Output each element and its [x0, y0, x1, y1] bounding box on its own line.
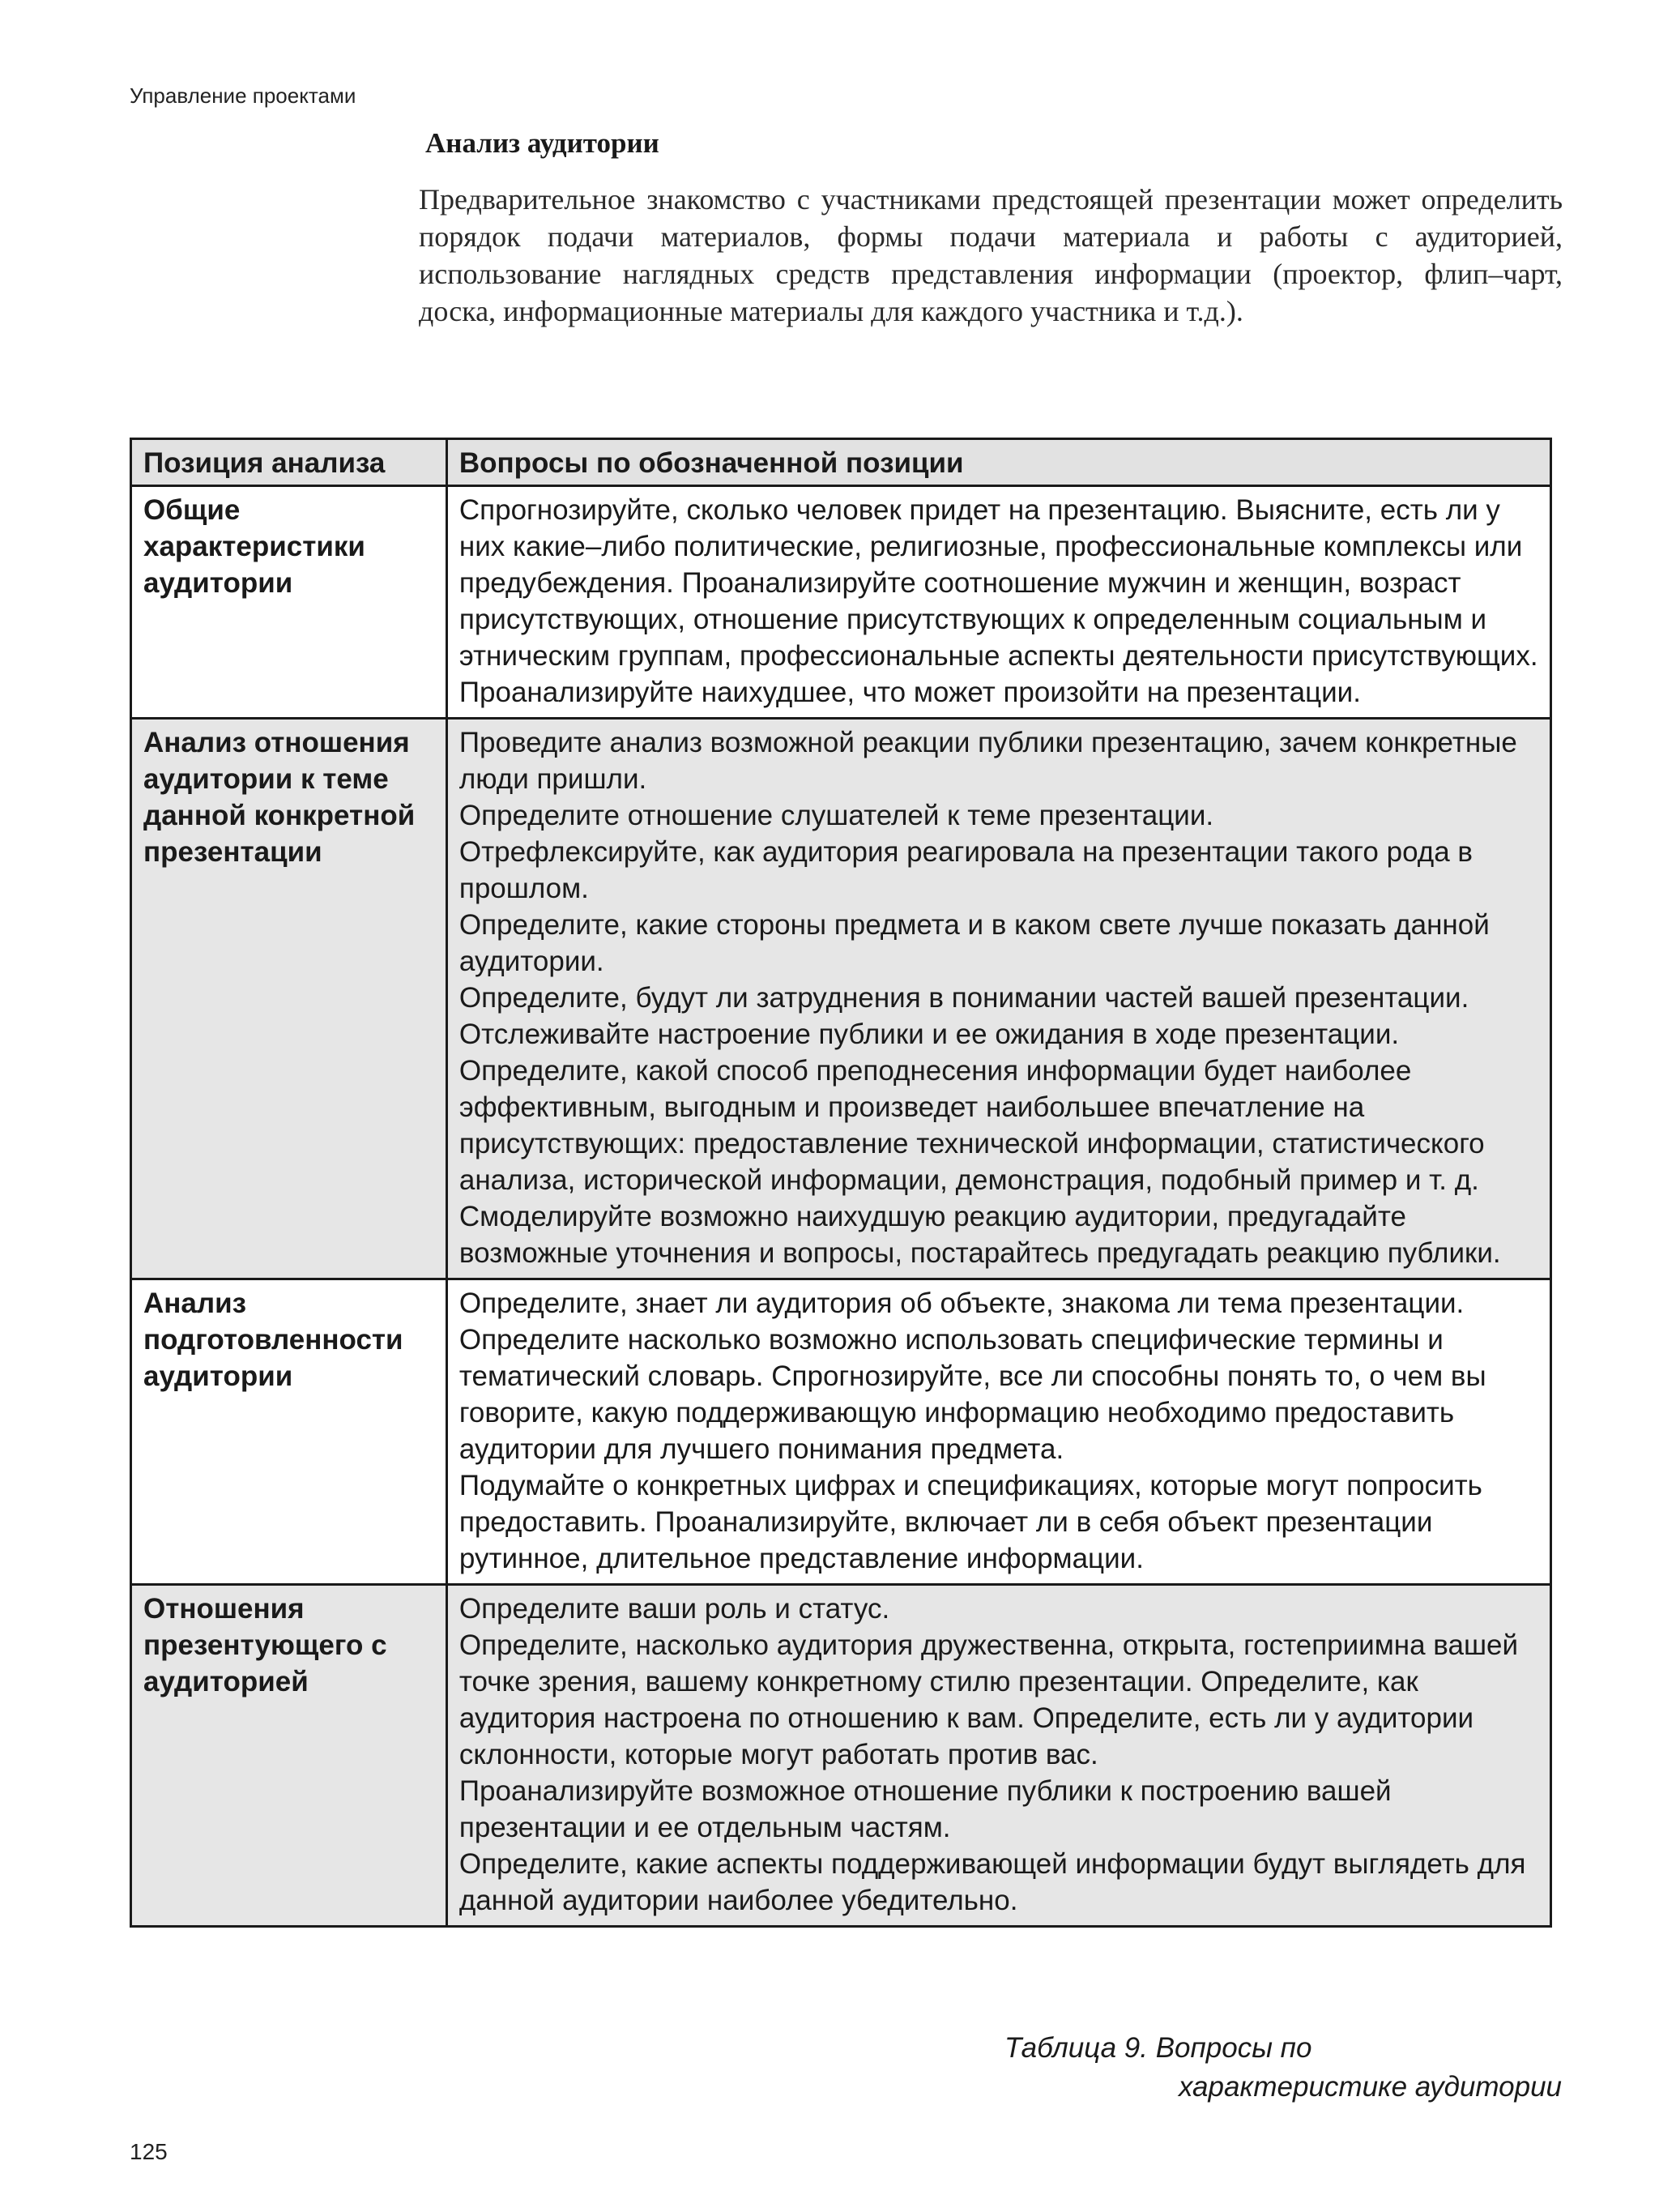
row-questions: [446, 719, 1550, 1279]
table-row: [131, 719, 1551, 1279]
row-questions: [446, 1585, 1550, 1927]
question-paragraph: Смоделируйте возможно наихудшую реакцию аудитории, предугадайте возможные уточнения и вопросы, постарайтесь предугадать реакцию публики.: [458, 1201, 1501, 1269]
table-row: [131, 1585, 1551, 1927]
running-head: Управление проектами: [130, 83, 356, 108]
table-caption: [1004, 2029, 1563, 2107]
question-paragraph: Отслеживайте настроение публики и ее ожидания в ходе презентации.: [458, 1018, 1400, 1050]
question-paragraph: Подумайте о конкретных цифрах и спецификациях, которые могут попросить предоставить. Проанализируйте, включает ли в себя объект презентации рутинное, длительное представление информации.: [458, 1470, 1482, 1574]
caption-line-2: характеристике аудитории: [1178, 2071, 1562, 2103]
audience-analysis-table: [130, 438, 1552, 1928]
caption-line-1: Таблица 9. Вопросы по: [1004, 2032, 1312, 2064]
row-questions: [446, 486, 1550, 719]
header-questions: Вопросы по обозначенной позиции: [446, 439, 1550, 486]
question-paragraph: Определите, будут ли затруднения в понимании частей вашей презентации.: [458, 982, 1469, 1014]
row-position: Анализ отношения аудитории к теме данной конкретной презентации: [131, 719, 447, 1279]
page-number: 125: [130, 2139, 168, 2164]
question-paragraph: Определите, какие аспекты поддерживающей информации будут выглядеть для данной аудитории наиболее убедительно.: [458, 1848, 1526, 1916]
question-paragraph: Определите отношение слушателей к теме презентации.: [458, 800, 1214, 831]
row-position: Отношения презентующего с аудиторией: [131, 1585, 447, 1927]
question-paragraph: Определите, насколько аудитория дружественна, открыта, гостеприимна вашей точке зрения, вашему конкретному стилю презентации. Определите, как аудитория настроена по отношению к вам. Определите, есть ли у аудитории склонности, которые могут работать против вас.: [458, 1629, 1519, 1770]
question-paragraph: Определите ваши роль и статус.: [458, 1593, 890, 1625]
question-paragraph: Определите, какой способ преподнесения информации будет наиболее эффективным, выгодным и произведет наибольшее впечатление на присутствующих: предоставление технической информации, статистического анализа, исторической информации, демонстрация, подобный пример и т. д.: [458, 1055, 1485, 1196]
question-paragraph: Определите, знает ли аудитория об объекте, знакома ли тема презентации.: [458, 1287, 1465, 1319]
question-paragraph: Проанализируйте возможное отношение публики к построению вашей презентации и ее отдельным частям.: [458, 1775, 1392, 1843]
table-row: [131, 486, 1551, 719]
question-paragraph: Определите, какие стороны предмета и в каком свете лучше показать данной аудитории.: [458, 909, 1490, 977]
question-paragraph: Проведите анализ возможной реакции публики презентацию, зачем конкретные люди пришли.: [458, 727, 1517, 795]
question-paragraph: Отрефлексируйте, как аудитория реагировала на презентации такого рода в прошлом.: [458, 836, 1473, 904]
row-questions: [446, 1279, 1550, 1585]
table-row: [131, 1279, 1551, 1585]
question-paragraph: Определите насколько возможно использовать специфические термины и тематический словарь. Спрогнозируйте, все ли способны понять то, о чем вы говорите, какую поддерживающую информацию необходимо предоставить аудитории для лучшего понимания предмета.: [458, 1324, 1486, 1465]
row-position: Общие характеристики аудитории: [131, 486, 447, 719]
row-position: Анализ подготовленности аудитории: [131, 1279, 447, 1585]
intro-paragraph: Предварительное знакомство с участниками предстоящей презентации может определить порядок подачи материалов, формы подачи материала и работы с аудиторией, использование наглядных средств представления информации (проектор, флип–чарт, доска, информационные материалы для каждого участника и т.д.).: [419, 183, 1563, 327]
section-title: Анализ аудитории: [425, 127, 659, 159]
question-paragraph: Спрогнозируйте, сколько человек придет на презентацию. Выясните, есть ли у них какие–либо политические, религиозные, профессиональные комплексы или предубеждения. Проанализируйте соотношение мужчин и женщин, возраст присутствующих, отношение присутствующих к определенным социальным и этническим группам, профессиональные аспекты деятельности присутствующих. Проанализируйте наихудшее, что может произойти на презентации.: [458, 494, 1538, 708]
header-position: Позиция анализа: [131, 439, 447, 486]
table-header-row: [131, 439, 1551, 486]
